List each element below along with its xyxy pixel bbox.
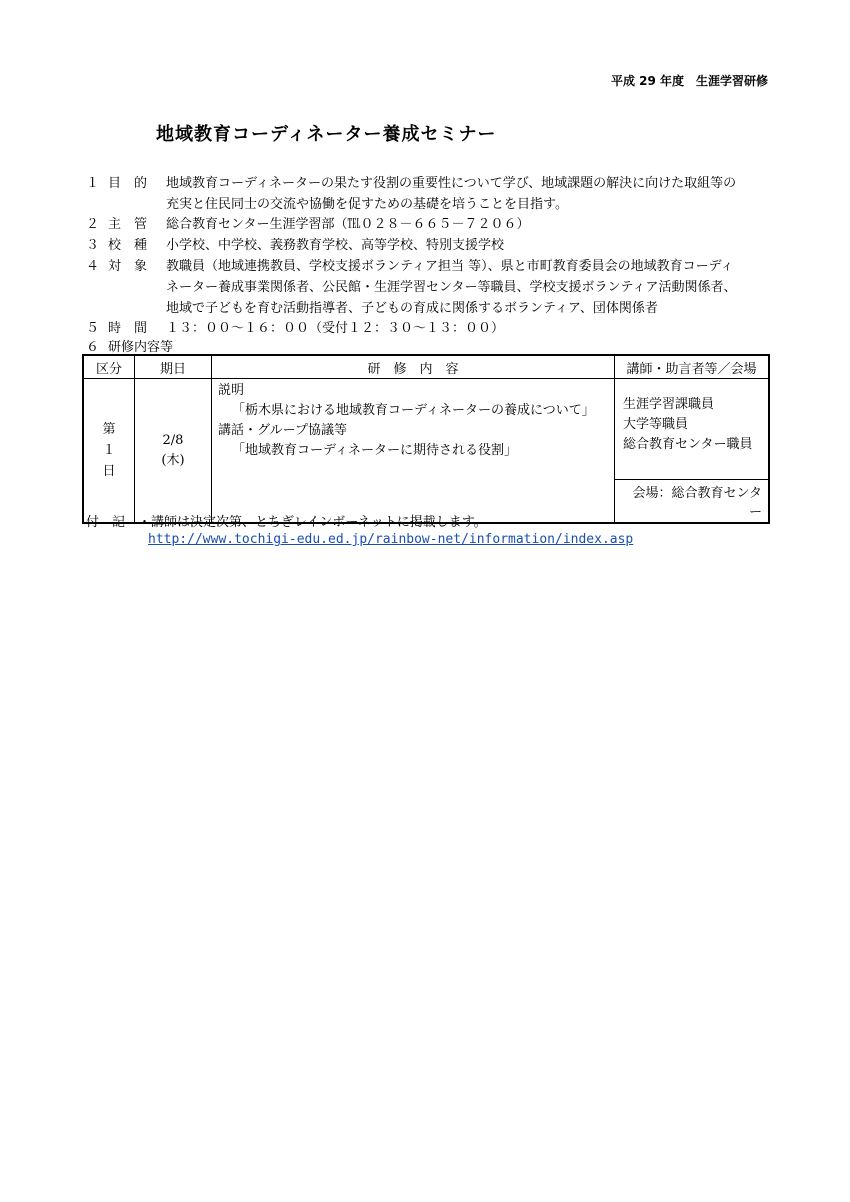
item-line: ネーター養成事業関係者、公民館・生涯学習センター等職員、学校支援ボランティア活動関係者、 [166, 280, 737, 295]
item-body [166, 173, 776, 215]
content-line: 講話・グループ協議等 [218, 423, 347, 438]
item-line: 教職員（地域連携教員、学校支援ボランティア担当 等）、県と市町教育委員会の地域教育コーディ [166, 259, 734, 274]
content-line: 「地域教育コーディネーターに期待される役割」 [232, 443, 517, 458]
item-body [166, 256, 776, 319]
kubun-text: 第 [102, 422, 116, 437]
kubun-text: 日 [102, 464, 116, 479]
kubun-text: １ [102, 443, 116, 458]
item-label: 時 間 [108, 321, 148, 336]
cell-lecturers [615, 379, 770, 480]
item-label: 目 的 [108, 176, 148, 191]
item-number: １ [86, 176, 100, 191]
header-lecturers: 講師・助言者等／会場 [615, 355, 770, 379]
cell-venue: 会場：総合教育センター [615, 480, 770, 524]
cell-date [135, 379, 212, 524]
header-content: 研 修 内 容 [212, 355, 615, 379]
item-label: 研修内容等 [108, 340, 174, 355]
item-number: ４ [86, 259, 100, 274]
item-label: 校 種 [108, 238, 148, 253]
cell-kubun [83, 379, 135, 524]
schedule-table [82, 354, 770, 524]
appendix-label: 付 記 [86, 515, 126, 530]
content-line: 「栃木県における地域教育コーディネーターの養成について」 [232, 403, 595, 418]
item-line: 地域教育コーディネーターの果たす役割の重要性について学び、地域課題の解決に向けた取組等の [166, 176, 737, 191]
table-row [83, 379, 769, 480]
item-body [166, 214, 776, 235]
header-kubun: 区分 [83, 355, 135, 379]
item-label: 対 象 [108, 259, 148, 274]
header-date: 期日 [135, 355, 212, 379]
table-header-row [83, 355, 769, 379]
item-body [166, 318, 776, 339]
header-note: 平成 29 年度 生涯学習研修 [610, 74, 768, 88]
date-text: 2/8 [162, 432, 184, 448]
rainbow-net-link[interactable]: http://www.tochigi-edu.ed.jp/rainbow-net/information/index.asp [148, 532, 634, 547]
item-line: １３：００～１６：００（受付１２：３０～１３：００） [166, 321, 505, 336]
item-label: 主 管 [108, 217, 148, 232]
item-line: 総合教育センター生涯学習部（℡０２８－６６５－７２０６） [166, 217, 530, 232]
item-number: ３ [86, 238, 100, 253]
item-number: ５ [86, 321, 100, 336]
item-line: 小学校、中学校、義務教育学校、高等学校、特別支援学校 [166, 238, 505, 253]
content-line: 説明 [218, 383, 245, 398]
item-body [166, 235, 776, 256]
cell-content [212, 379, 615, 524]
appendix-text: ・講師は決定次第、とちぎレインボーネットに掲載します。 [138, 515, 487, 530]
lecturer-line: 生涯学習課職員 [623, 397, 715, 412]
item-line: 地域で子どもを育む活動指導者、子どもの育成に関係するボランティア、団体関係者 [166, 301, 658, 316]
item-number: ６ [86, 340, 100, 355]
weekday-text: (木) [161, 452, 185, 468]
item-line: 充実と住民同士の交流や協働を促すための基礎を培うことを目指す。 [166, 197, 568, 212]
lecturer-line: 大学等職員 [623, 417, 689, 432]
page-title: 地域教育コーディネーター養成セミナー [156, 124, 497, 145]
item-number: ２ [86, 217, 100, 232]
lecturer-line: 総合教育センター職員 [623, 437, 753, 452]
